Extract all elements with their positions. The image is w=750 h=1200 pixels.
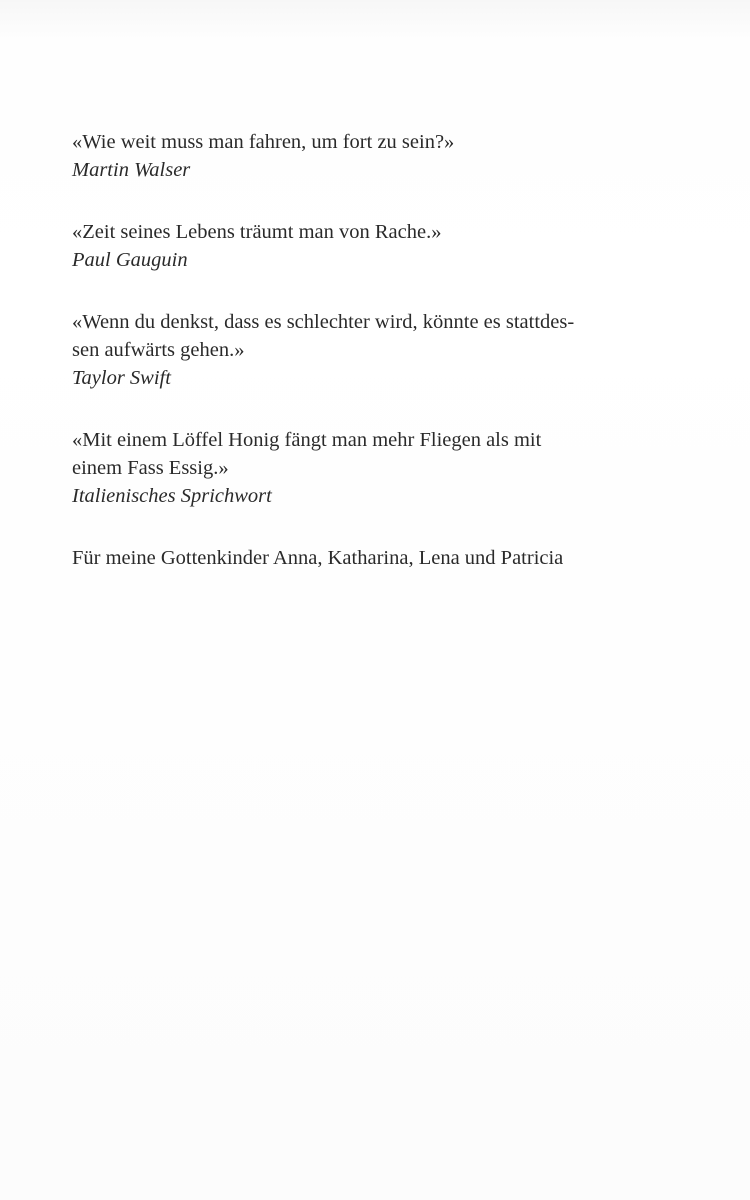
epigraph-quote-line: sen aufwärts gehen.»	[72, 339, 245, 361]
epigraph-quote: «Wie weit muss man fahren, um fort zu sein?»	[72, 131, 455, 153]
epigraph-quote-line: «Wenn du denkst, dass es schlechter wird, könnte es stattdes-	[72, 311, 575, 333]
epigraph	[72, 128, 682, 184]
front-matter	[72, 128, 682, 572]
epigraph-quote-line: einem Fass Essig.»	[72, 457, 229, 479]
epigraph-author: Taylor Swift	[72, 367, 171, 389]
dedication: Für meine Gottenkinder Anna, Katharina, Lena und Patricia	[72, 547, 564, 569]
epigraph	[72, 426, 682, 510]
epigraph	[72, 308, 682, 392]
epigraph	[72, 218, 682, 274]
epigraph-quote-line: «Mit einem Löffel Honig fängt man mehr Fliegen als mit	[72, 429, 542, 451]
epigraph-author: Martin Walser	[72, 159, 191, 181]
epigraph-quote: «Zeit seines Lebens träumt man von Rache.»	[72, 221, 442, 243]
epigraph-author: Italienisches Sprichwort	[72, 485, 272, 507]
epigraph-author: Paul Gauguin	[72, 249, 188, 271]
